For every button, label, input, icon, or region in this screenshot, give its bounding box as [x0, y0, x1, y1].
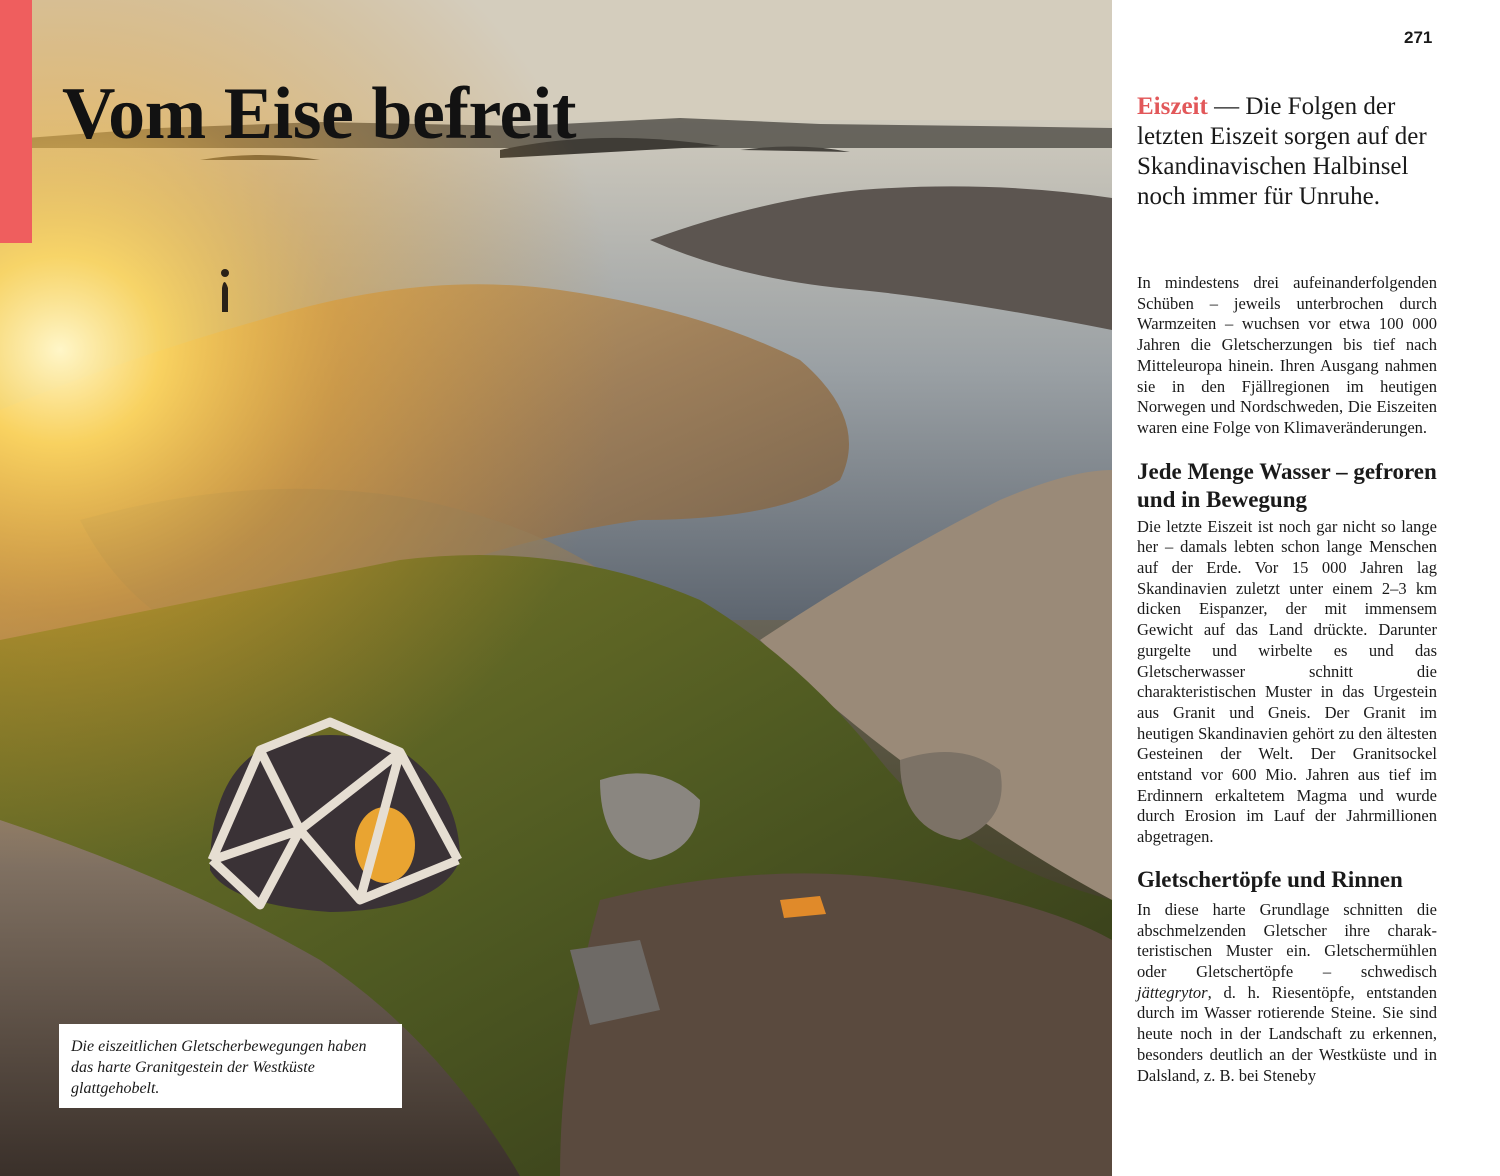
- page-number: 271: [1404, 28, 1433, 47]
- article-column: [1137, 92, 1437, 1086]
- section-text-part-1: In diese harte Grundlage schnitten die abschmelzenden Gletscher ihre charakteristischen Muster ein. Gletschermühlen oder Gletschertöpfe – schwedisch: [1137, 899, 1437, 981]
- lead-paragraph: [1137, 92, 1437, 212]
- section-heading-wasser: Jede Menge Wasser – gefroren und in Bewegung: [1137, 458, 1437, 512]
- lead-keyword: Eiszeit: [1137, 93, 1208, 120]
- photo-caption: Die eiszeitlichen Gletscherbewegungen haben das harte Granitgestein der Westküste glattgehobelt.: [59, 1024, 402, 1108]
- section-paragraph-wasser: Die letzte Eiszeit ist noch gar nicht so lange her – damals lebten schon lange Menschen auf der Erde. Vor 15 000 Jahren lag Skandinavien zuletzt unter einem 2–3 km dicken Eispanzer, der mit immensem Gewicht auf das Land drückte. Darunter gurgelte und wirbelte es und das Gletscherwasser schnitt die charakteristischen Muster in das Urgestein aus Granit und Gneis. Der Granit im heutigen Skandinavien gehört zu den ältesten Gesteinen der Welt. Der Granitsockel entstand vor 600 Mio. Jahren aus tief im Erdinnern erkaltetem Magma und wurde durch Erosion im Lauf der Jahrmillionen abgetragen.: [1137, 516, 1437, 847]
- section-heading-gletschertoepfe: Gletschertöpfe und Rinnen: [1137, 866, 1403, 892]
- accent-bar: [0, 0, 32, 243]
- section-paragraph-gletschertoepfe: [1137, 900, 1437, 1086]
- lead-text: — Die Folgen der letzten Eiszeit sorgen auf der Skandinavischen Halbinsel noch immer für Unruhe.: [1137, 93, 1427, 210]
- swedish-term: jättegrytor: [1137, 982, 1208, 1002]
- section-text-part-2: , d. h. Riesentöpfe, entstanden durch im Wasser rotierende Steine. Sie sind heute noch in der Landschaft zu erkennen, besonders deutlich an der Westküste und in Dalsland, z. B. bei Steneby: [1137, 982, 1437, 1085]
- intro-paragraph: In mindestens drei aufeinanderfolgenden Schüben – jeweils unterbrochen durch Warmzeiten – wuchsen vor etwa 100 000 Jahren die Gletscherzungen bis tief nach Mitteleuropa hinein. Ihren Ausgang nahmen sie in den Fjällregionen im heutigen Norwegen und Nordschweden, Die Eiszeiten waren eine Folge von Klimaveränderungen.: [1137, 273, 1437, 437]
- page-title: Vom Eise befreit: [62, 73, 577, 155]
